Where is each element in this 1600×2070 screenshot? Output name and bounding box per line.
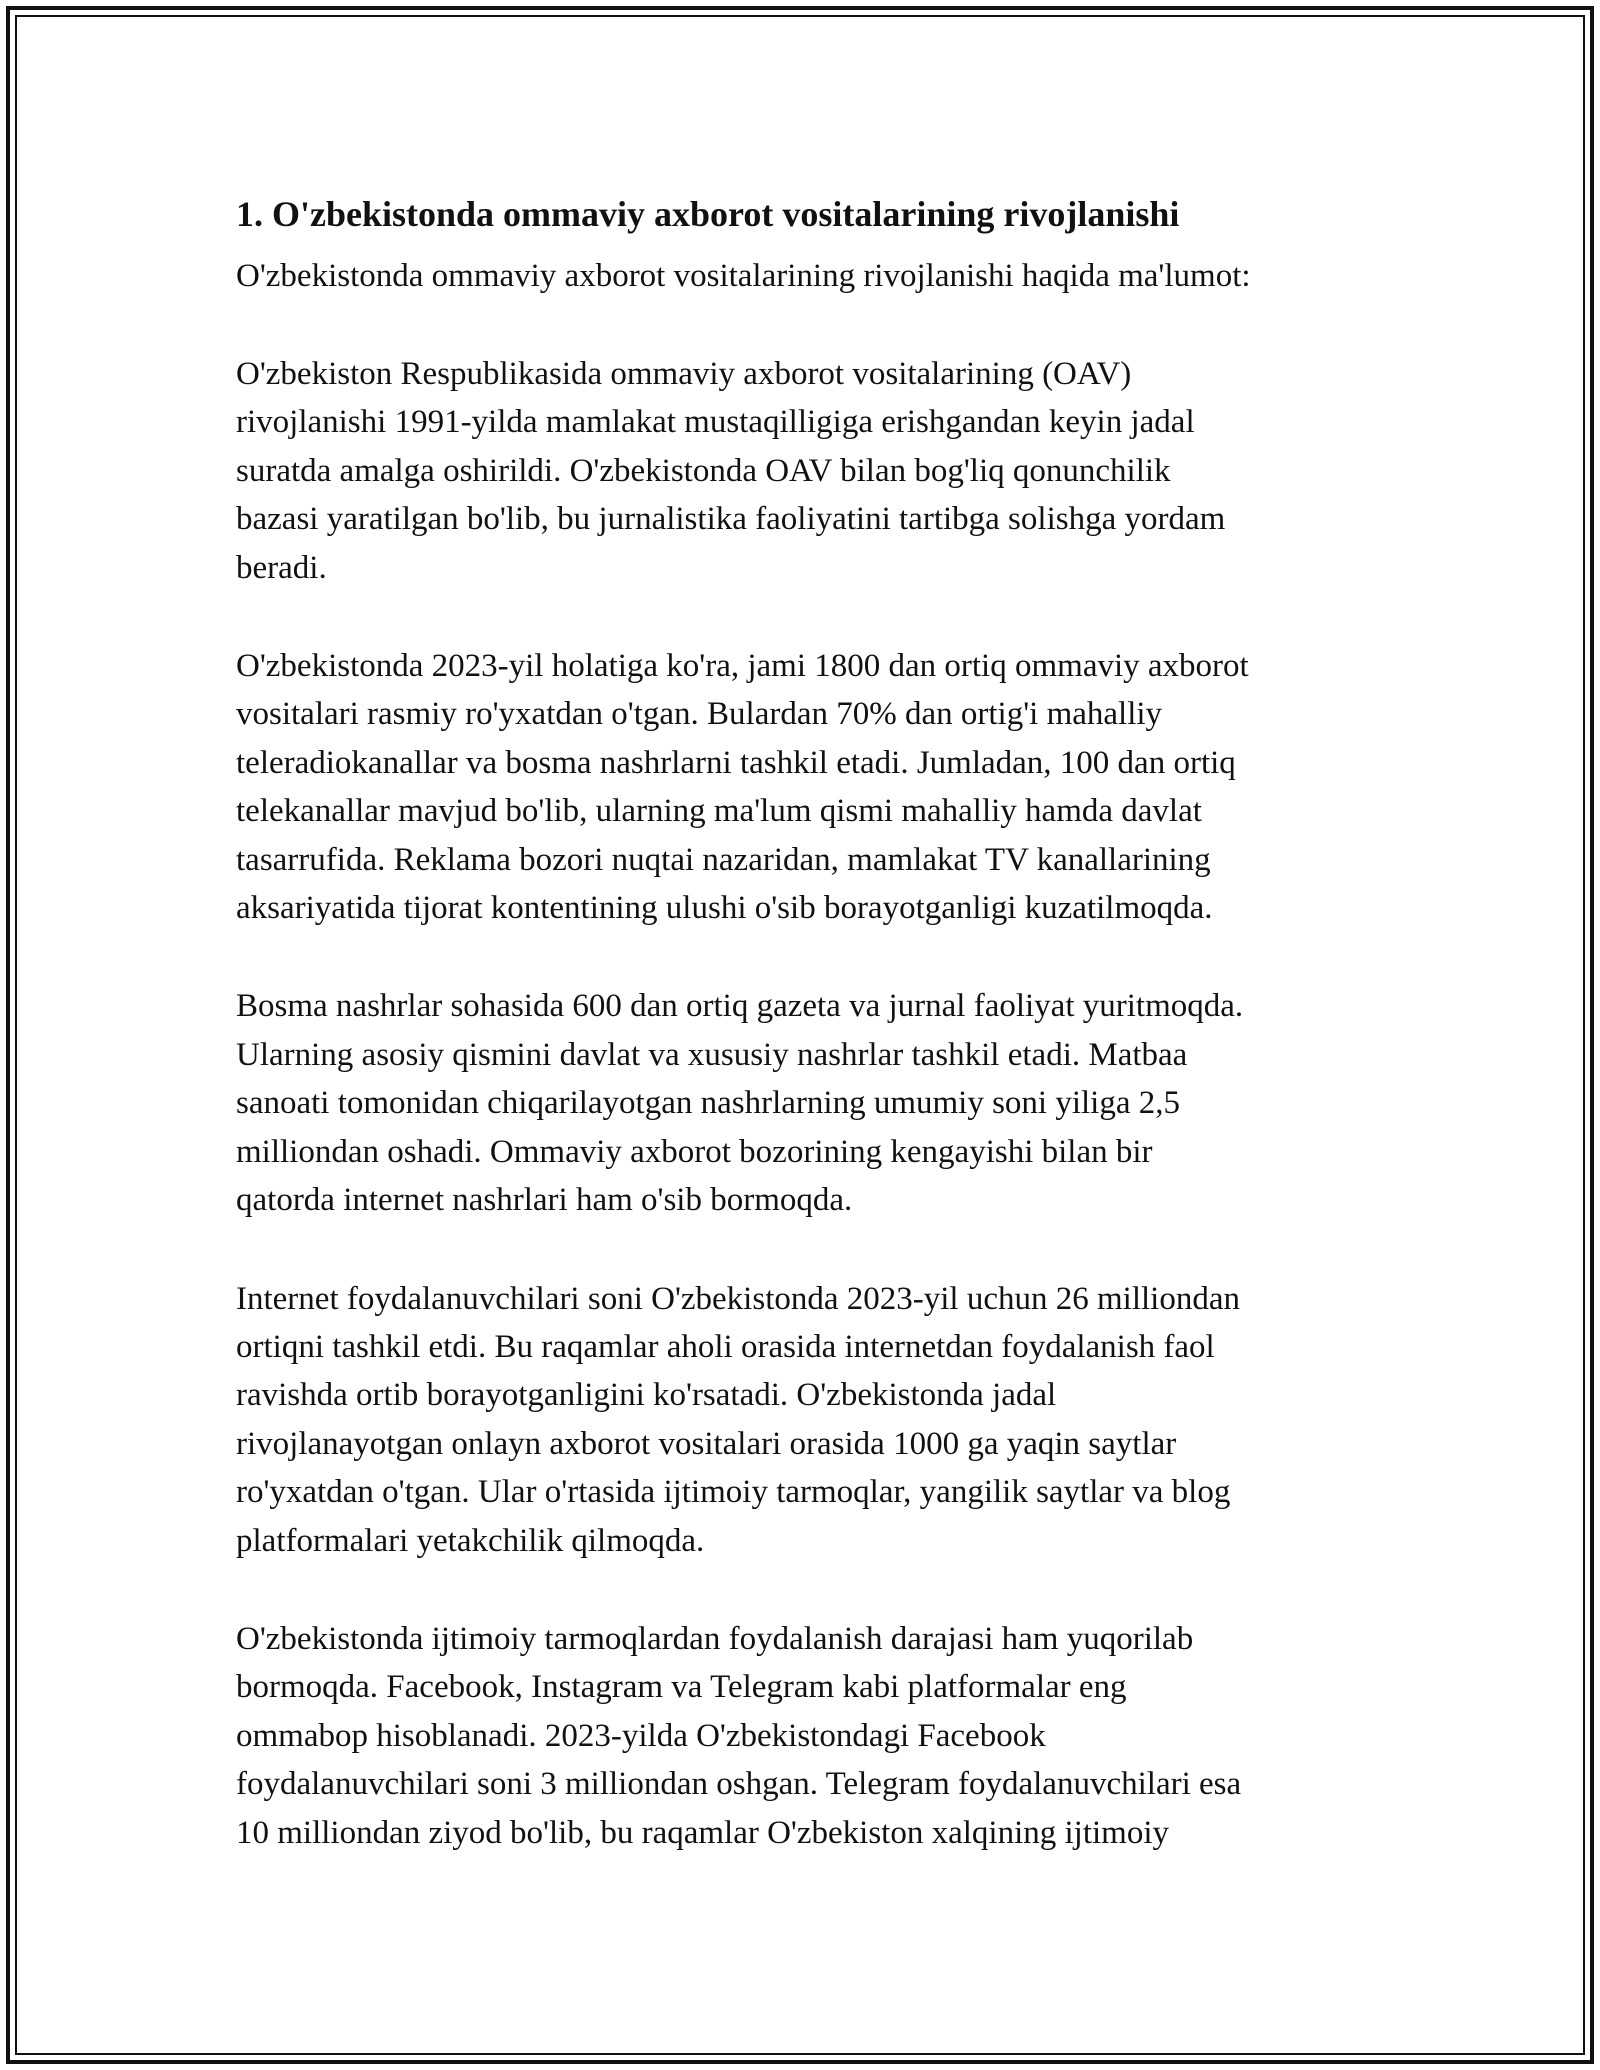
paragraph-line: O'zbekistonda 2023-yil holatiga ko'ra, jami 1800 dan ortiq ommaviy axborot: [236, 648, 1249, 685]
paragraph-line: O'zbekiston Respublikasida ommaviy axborot vositalarining (OAV): [236, 356, 1132, 392]
paragraph-line: O'zbekistonda ijtimoiy tarmoqlardan foydalanish darajasi ham yuqorilab: [236, 1620, 1194, 1657]
body-paragraph: [236, 982, 1376, 1224]
paragraph-line: bormoqda. Facebook, Instagram va Telegram kabi platformalar eng: [236, 1669, 1127, 1706]
document-body: [236, 188, 1376, 1857]
paragraph-line: vositalari rasmiy ro'yxatdan o'tgan. Bulardan 70% dan ortig'i mahalliy: [236, 696, 1163, 733]
paragraph-line: Bosma nashrlar sohasida 600 dan ortiq gazeta va jurnal faoliyat yuritmoqda.: [236, 988, 1244, 1025]
paragraph-line: teleradiokanallar va bosma nashrlarni tashkil etadi. Jumladan, 100 dan ortiq: [236, 744, 1236, 781]
paragraph-line: sanoati tomonidan chiqarilayotgan nashrlarning umumiy soni yiliga 2,5: [236, 1085, 1180, 1122]
paragraph-line: tasarrufida. Reklama bozori nuqtai nazaridan, mamlakat TV kanallarining: [236, 841, 1211, 878]
paragraph-line: beradi.: [236, 549, 327, 586]
paragraph-line: qatorda internet nashrlari ham o'sib bormoqda.: [236, 1182, 853, 1219]
paragraph-line: milliondan oshadi. Ommaviy axborot bozorining kengayishi bilan bir: [236, 1133, 1153, 1170]
paragraph-line: Ularning asosiy qismini davlat va xususiy nashrlar tashkil etadi. Matbaa: [236, 1036, 1188, 1073]
paragraph-line: aksariyatida tijorat kontentining ulushi o'sib borayotganligi kuzatilmoqda.: [236, 890, 1213, 927]
body-paragraph: [236, 350, 1376, 592]
paragraph-line: bazasi yaratilgan bo'lib, bu jurnalistika faoliyatini tartibga solishga yordam: [236, 501, 1226, 538]
paragraph-line: ro'yxatdan o'tgan. Ular o'rtasida ijtimoiy tarmoqlar, yangilik saytlar va blog: [236, 1474, 1231, 1511]
paragraph-list: [236, 350, 1376, 1857]
body-paragraph: [236, 1275, 1376, 1565]
paragraph-line: Internet foydalanuvchilari soni O'zbekistonda 2023-yil uchun 26 milliondan: [236, 1280, 1240, 1317]
paragraph-line: rivojlanayotgan onlayn axborot vositalari orasida 1000 ga yaqin saytlar: [236, 1425, 1177, 1462]
paragraph-line: telekanallar mavjud bo'lib, ularning ma'lum qismi mahalliy hamda davlat: [236, 793, 1202, 830]
body-paragraph: [236, 1615, 1376, 1857]
paragraph-line: foydalanuvchilari soni 3 milliondan oshgan. Telegram foydalanuvchilari esa: [236, 1766, 1242, 1803]
paragraph-line: ommabop hisoblanadi. 2023-yilda O'zbekistondagi Facebook: [236, 1717, 1046, 1754]
paragraph-line: ravishda ortib borayotganligini ko'rsatadi. O'zbekistonda jadal: [236, 1377, 1057, 1414]
paragraph-line: ortiqni tashkil etdi. Bu raqamlar aholi orasida internetdan foydalanish faol: [236, 1328, 1215, 1365]
intro-line: O'zbekistonda ommaviy axborot vositalarining rivojlanishi haqida ma'lumot:: [236, 258, 1251, 294]
paragraph-line: 10 milliondan ziyod bo'lib, bu raqamlar O'zbekiston xalqining ijtimoiy: [236, 1814, 1170, 1851]
paragraph-line: rivojlanishi 1991-yilda mamlakat mustaqilligiga erishgandan keyin jadal: [236, 404, 1195, 441]
document-title: 1. O'zbekistonda ommaviy axborot vositalarining rivojlanishi: [236, 194, 1180, 234]
body-paragraph: [236, 642, 1376, 932]
paragraph-line: platformalari yetakchilik qilmoqda.: [236, 1522, 705, 1559]
paragraph-line: suratda amalga oshirildi. O'zbekistonda OAV bilan bog'liq qonunchilik: [236, 452, 1171, 489]
